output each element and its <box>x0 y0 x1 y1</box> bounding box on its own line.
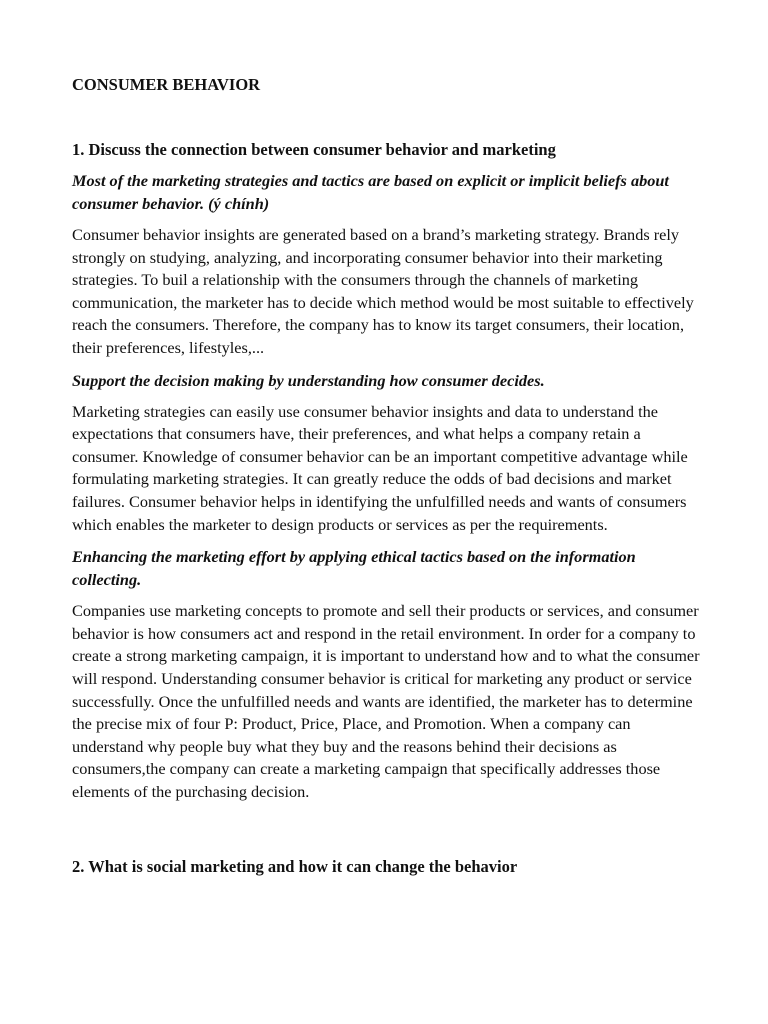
question-2-heading: 2. What is social marketing and how it can change the behavior <box>72 857 518 876</box>
question-1-body <box>72 169 700 812</box>
subheading-main-idea: Most of the marketing strategies and tactics are based on explicit or implicit beliefs about consumer behavior. (ý chính) <box>72 171 669 213</box>
question-1-heading: 1. Discuss the connection between consumer behavior and marketing <box>72 140 556 159</box>
document-title: CONSUMER BEHAVIOR <box>72 75 261 94</box>
paragraph-insights: Consumer behavior insights are generated based on a brand’s marketing strategy. Brands rely strongly on studying, analyzing, and incorporating consumer behavior into their marketing strategies. To buil a relationship with the consumers through the channels of marketing communication, the marketer has to decide which method would be most suitable to effectively reach the consumers. Therefore, the company has to know its target consumers, their location, their preferences, lifestyles,... <box>72 225 694 357</box>
subheading-ethical-tactics: Enhancing the marketing effort by applying ethical tactics based on the information collecting. <box>72 547 636 590</box>
subheading-decision-making: Support the decision making by understanding how consumer decides. <box>72 370 545 390</box>
paragraph-decision-making: Marketing strategies can easily use consumer behavior insights and data to understand the expectations that consumers have, their preferences, and what helps a company retain a consumer. Knowledge of consumer behavior can be an important competitive advantage while formulating marketing strategies. It can greatly reduce the odds of bad decisions and market failures. Consumer behavior helps in identifying the unfulfilled needs and wants of consumers which enables the marketer to design products or services as per the requirements. <box>72 401 688 534</box>
paragraph-ethical-tactics: Companies use marketing concepts to promote and sell their products or services, and consumer behavior is how consumers act and respond in the retail environment. In order for a company to create a strong marketing campaign, it is important to understand how and to what the consumer will respond. Understanding consumer behavior is critical for marketing any product or service successfully. Once the unfulfilled needs and wants are identified, the marketer has to determine the precise mix of four P: Product, Price, Place, and Promotion. When a company can understand why people buy what they buy and the reasons behind their decisions as consumers,the company can create a marketing campaign that specifically addresses those elements of the purchasing decision. <box>72 601 700 801</box>
